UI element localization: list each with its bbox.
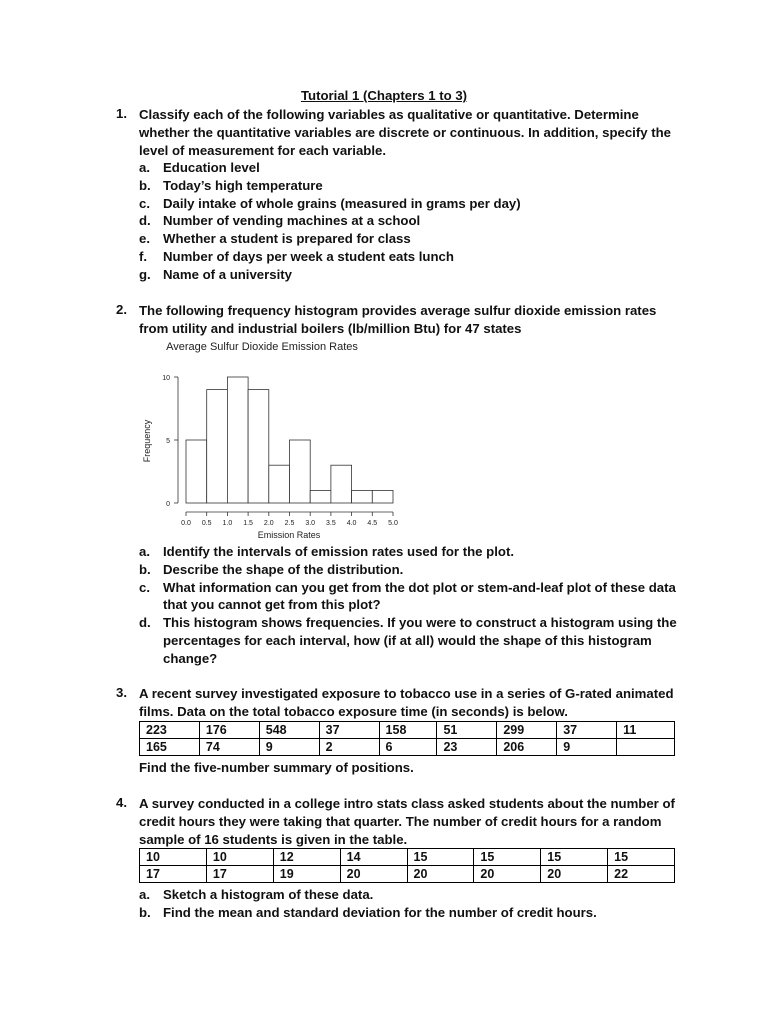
sub-question-text: Identify the intervals of emission rates used for the plot.: [163, 544, 515, 559]
sub-question-label: b.: [139, 561, 151, 577]
table-row: [140, 739, 675, 756]
x-tick-label: 4.0: [346, 520, 357, 527]
question-number: 2.: [116, 302, 127, 317]
table-cell: 11: [617, 722, 675, 739]
y-tick-label: 10: [162, 375, 170, 382]
histogram-bar: [227, 377, 248, 503]
page-title: Tutorial 1 (Chapters 1 to 3): [300, 88, 468, 103]
y-tick-label: 5: [166, 438, 170, 445]
table-cell: 15: [608, 849, 675, 866]
table-cell: 9: [557, 739, 617, 756]
y-axis-label: Frequency: [142, 419, 152, 463]
sub-question: [139, 230, 684, 248]
sub-question-text: Education level: [163, 160, 260, 175]
credit-hours-table: [139, 848, 675, 883]
table-cell: 9: [259, 739, 319, 756]
chart-bars: [186, 377, 393, 503]
histogram-bar: [186, 440, 207, 503]
sub-question-list: [139, 886, 684, 922]
histogram-bar: [331, 465, 352, 503]
question-number: 1.: [116, 106, 127, 121]
question-text: The following frequency histogram provides average sulfur dioxide emission rates from utility and industrial boilers (lb/million Btu) for 47 states: [139, 303, 657, 336]
table-row: [140, 849, 675, 866]
table-cell: 22: [608, 866, 675, 883]
sub-question: [139, 177, 684, 195]
sub-question-text: Describe the shape of the distribution.: [163, 561, 404, 577]
x-tick-label: 1.5: [243, 520, 253, 527]
table-cell: 158: [379, 722, 437, 739]
histogram-chart: [136, 336, 406, 544]
x-tick-label: 5.0: [388, 520, 398, 527]
x-tick-label: 2.0: [263, 520, 274, 527]
x-tick-label: 2.5: [284, 520, 295, 527]
sub-question-label: b.: [139, 904, 151, 920]
sub-question: [139, 561, 684, 579]
table-cell: 548: [259, 722, 319, 739]
table-cell: 206: [497, 739, 557, 756]
table-cell: 6: [379, 739, 437, 756]
question-text: A recent survey investigated exposure to tobacco use in a series of G-rated animated films. Data on the total tobacco exposure time (in seconds) is below.: [139, 686, 674, 719]
sub-question-text: This histogram shows frequencies. If you were to construct a histogram using the percentages for each interval, how (if at all) would the shape of this histogram change?: [163, 615, 677, 666]
table-cell: 17: [206, 866, 273, 883]
histogram-bar: [269, 465, 290, 503]
sub-question: [139, 614, 684, 667]
table-cell: 299: [497, 722, 557, 739]
sub-question-label: f.: [139, 248, 148, 264]
histogram-bar: [248, 390, 269, 503]
table-cell: 20: [407, 866, 474, 883]
chart-title: Average Sulfur Dioxide Emission Rates: [166, 341, 358, 353]
sub-question-text: Whether a student is prepared for class: [163, 231, 411, 247]
table-cell: 176: [199, 722, 259, 739]
question-number: 4.: [116, 795, 127, 810]
question-number: 3.: [116, 685, 127, 700]
sub-question: [139, 248, 684, 266]
sub-question: [139, 195, 684, 213]
x-tick-label: 3.0: [305, 520, 316, 527]
sub-question-text: Today’s high temperature: [163, 177, 323, 193]
table-cell: 14: [340, 849, 407, 866]
histogram-bar: [352, 490, 373, 503]
sub-question-text: What information can you get from the dot plot or stem-and-leaf plot of these data that you cannot get from this plot?: [163, 579, 676, 613]
sub-question: [139, 886, 684, 904]
table-cell: 19: [273, 866, 340, 883]
question-text: A survey conducted in a college intro stats class asked students about the number of credit hours they were taking that quarter. The number of credit hours for a random sample of 16 students is given in the table.: [139, 796, 675, 847]
table-cell: 23: [437, 739, 497, 756]
table-cell: 165: [140, 739, 200, 756]
table-row: [140, 722, 675, 739]
histogram-bar: [207, 390, 228, 503]
sub-question: [139, 212, 684, 230]
table-cell: 51: [437, 722, 497, 739]
table-cell: 20: [340, 866, 407, 883]
table-cell: 12: [273, 849, 340, 866]
x-tick-label: 3.5: [326, 520, 336, 527]
histogram-bar: [372, 490, 393, 503]
sub-question: [139, 266, 684, 284]
sub-question: [139, 904, 684, 922]
table-cell: 10: [140, 849, 207, 866]
sub-question-label: d.: [139, 213, 151, 229]
x-tick-label: 0.0: [181, 520, 191, 527]
sub-question-text: Daily intake of whole grains (measured in grams per day): [163, 195, 521, 211]
x-axis-label: Emission Rates: [257, 530, 321, 540]
sub-question-label: a.: [139, 160, 150, 175]
table-row: [140, 866, 675, 883]
histogram-bar: [290, 440, 311, 503]
table-cell: 2: [319, 739, 379, 756]
sub-question: [139, 159, 684, 177]
sub-question-label: c.: [139, 579, 150, 595]
y-tick-label: 0: [166, 501, 170, 508]
table-cell: 20: [474, 866, 541, 883]
histogram-bar: [310, 490, 331, 503]
sub-question-list: [139, 159, 684, 284]
table-cell: 20: [541, 866, 608, 883]
table-cell: 37: [557, 722, 617, 739]
sub-question-text: Sketch a histogram of these data.: [163, 887, 374, 902]
sub-question-label: c.: [139, 195, 150, 211]
table-cell: 10: [206, 849, 273, 866]
x-tick-label: 4.5: [367, 520, 378, 527]
sub-question: [139, 579, 684, 615]
table-cell: 17: [140, 866, 207, 883]
sub-question-text: Name of a university: [163, 266, 292, 282]
sub-question-label: b.: [139, 177, 151, 193]
table-cell: 74: [199, 739, 259, 756]
x-tick-label: 0.5: [201, 520, 212, 527]
table-cell: 15: [407, 849, 474, 866]
sub-question: [139, 543, 684, 561]
table-cell: 15: [541, 849, 608, 866]
sub-question-label: g.: [139, 266, 151, 282]
sub-question-label: a.: [139, 887, 150, 902]
sub-question-text: Number of days per week a student eats lunch: [163, 248, 454, 264]
table-cell: 15: [474, 849, 541, 866]
question-instruction: Find the five-number summary of positions.: [139, 760, 414, 775]
sub-question-label: d.: [139, 615, 151, 631]
sub-question-list: [139, 543, 684, 668]
table-cell: [617, 739, 675, 756]
sub-question-label: e.: [139, 231, 150, 247]
sub-question-label: a.: [139, 544, 150, 559]
table-cell: 37: [319, 722, 379, 739]
exposure-time-table: [139, 721, 675, 756]
table-cell: 223: [140, 722, 200, 739]
sub-question-text: Number of vending machines at a school: [163, 213, 421, 229]
x-tick-label: 1.0: [222, 520, 233, 527]
question-text: Classify each of the following variables as qualitative or quantitative. Determine whether the quantitative variables are discrete or continuous. In addition, specify the level of measurement for each variable.: [139, 107, 672, 158]
sub-question-text: Find the mean and standard deviation for the number of credit hours.: [163, 904, 597, 920]
